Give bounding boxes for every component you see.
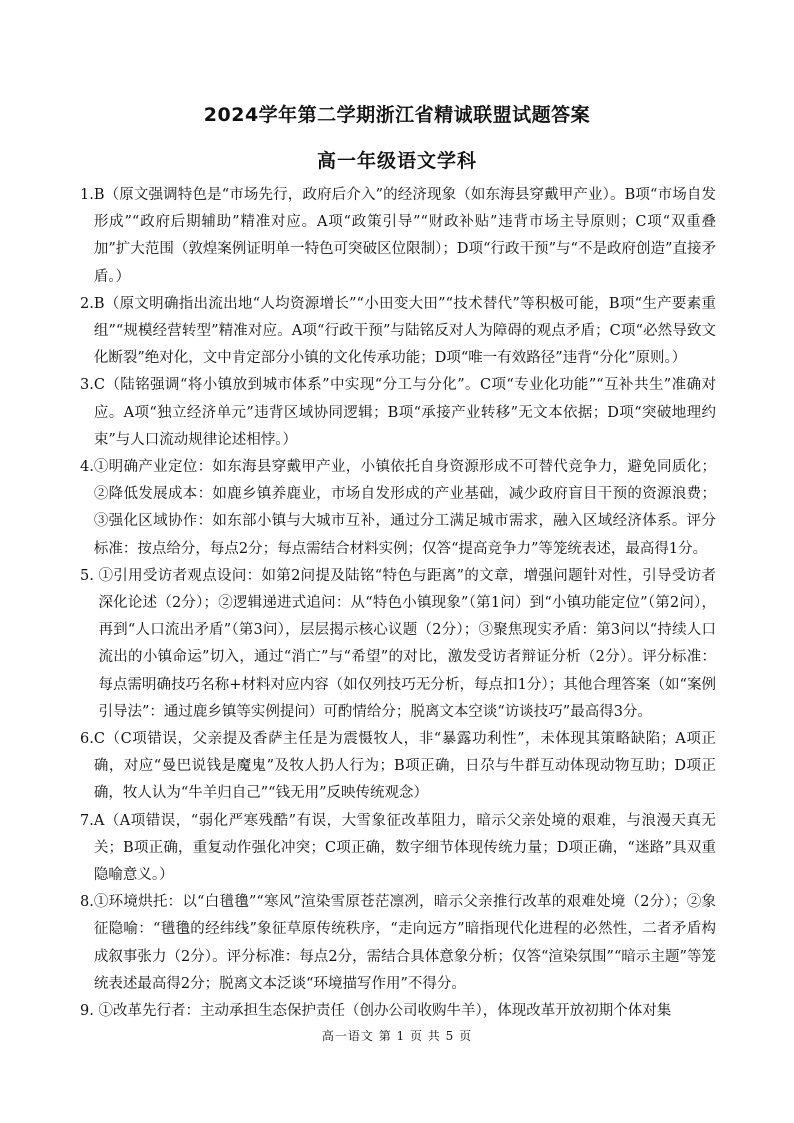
answer-text: A（A项错误，“弱化严寒残酷”有误，大雪象征改革阻力，暗示父亲处境的艰难，与浪漫天真无关；B项正确，重复动作强化冲突；C项正确，数字细节体现传统力量；D项正确，“迷路”具双重隐喻意义。）: [93, 812, 716, 884]
answer-item-6: [80, 726, 716, 808]
answer-item-8: [80, 889, 716, 998]
answer-item-4: [80, 454, 716, 563]
answer-item-3: [80, 372, 716, 454]
answer-item-7: [80, 808, 716, 890]
answer-text: B（原文明确指出流出地“人均资源增长”“小田变大田”“技术替代”等积极可能，B项“生产要素重组”“规模经营转型”精准对应。A项“行政干预”与陆铭反对人为障碍的观点矛盾；C项“必然导致文化断裂”绝对化，文中肯定部分小镇的文化传承功能；D项“唯一有效路径”违背“分化”原则。）: [93, 295, 716, 367]
answer-text: C（C项错误，父亲提及香萨主任是为震慑牧人，非“暴露功利性”，未体现其策略缺陷；A项正确，对应“曼巴说钱是魔鬼”及牧人扔人行为；B项正确，日尕与牛群互动体现动物互助；D项正确，牧人认为“牛羊归自己”“钱无用”反映传统观念）: [93, 731, 716, 802]
answer-number: 9.: [80, 1003, 99, 1020]
answer-number: 3.: [80, 377, 94, 394]
answer-text: C（陆铭强调“将小镇放到城市体系”中实现“分工与分化”。C项“专业化功能”“互补共生”准确对应。A项“独立经济单元”违背区域协同逻辑；B项“承接产业转移”无文本依据；D项“突破地理约束”与人口流动规律论述相悖。）: [93, 377, 716, 448]
answer-number: 5.: [80, 567, 99, 584]
answer-item-9: [80, 998, 716, 1025]
answer-number: 7.: [80, 812, 94, 829]
answer-text: ①环境烘托：以“白氆氇”“寒风”渲染雪原苍茫凛冽，暗示父亲推行改革的艰难处境（2分）；②象征隐喻：“氆氇的经纬线”象征草原传统秩序，“走向远方”暗指现代化进程的必然性，二者矛盾构成叙事张力（2分）。评分标准：每点2分，需结合具体意象分析；仅答“渲染氛围”“暗示主题”等笼统表述最高得2分；脱离文本泛谈“环境描写作用”不得分。: [93, 894, 716, 992]
answer-text: B（原文强调特色是“市场先行，政府后介入”的经济现象（如东海县穿戴甲产业）。B项“市场自发形成”“政府后期辅助”精准对应。A项“政策引导”“财政补贴”违背市场主导原则；C项“双重叠加”扩大范围（敦煌案例证明单一特色可突破区位限制）；D项“行政干预”与“不是政府创造”直接矛盾。）: [93, 187, 716, 285]
answer-number: 4.: [80, 459, 94, 476]
answer-text: ①引用受访者观点设问：如第2问提及陆铭“特色与距离”的文章，增强问题针对性，引导受访者深化论述（2分）；②逻辑递进式追问：从“特色小镇现象”（第1问）到“小镇功能定位”（第2问），再到“人口流出矛盾”（第3问），层层揭示核心议题（2分）；③聚焦现实矛盾：第3问以“持续人口流出的小镇命运”切入，通过“消亡”与“希望”的对比，激发受访者辩证分析（2分）。评分标准：每点需明确技巧名称+材料对应内容（如仅列技巧无分析，每点扣1分）；其他合理答案（如“案例引导法”：通过鹿乡镇等实例提问）可酌情给分；脱离文本空谈“访谈技巧”最高得3分。: [98, 567, 716, 720]
answer-number: 6.: [80, 731, 94, 748]
answer-item-5: [80, 563, 716, 726]
document-title: 2024学年第二学期浙江省精诚联盟试题答案: [203, 104, 591, 126]
document-subtitle: 高一年级语文学科: [316, 150, 477, 172]
answer-text: ①改革先行者：主动承担生态保护责任（创办公司收购牛羊），体现改革开放初期个体对集: [98, 1003, 672, 1020]
answer-item-2: [80, 291, 716, 373]
answer-text: ①明确产业定位：如东海县穿戴甲产业，小镇依托自身资源形成不可替代竞争力，避免同质化；②降低发展成本：如鹿乡镇养鹿业，市场自发形成的产业基础，减少政府盲目干预的资源浪费；③强化区域协作：如东部小镇与大城市互补，通过分工满足城市需求，融入区域经济体系。评分标准：按点给分，每点2分；每点需结合材料实例；仅答“提高竞争力”等笼统表述，最高得1分。: [93, 459, 716, 557]
answer-number: 1.: [80, 187, 94, 203]
page-footer: 高一语文 第 1 页 共 5 页: [321, 1029, 473, 1043]
answer-number: 2.: [80, 295, 94, 312]
answer-item-1: [80, 182, 716, 291]
answer-number: 8.: [80, 894, 94, 911]
answer-list: [80, 182, 716, 1025]
